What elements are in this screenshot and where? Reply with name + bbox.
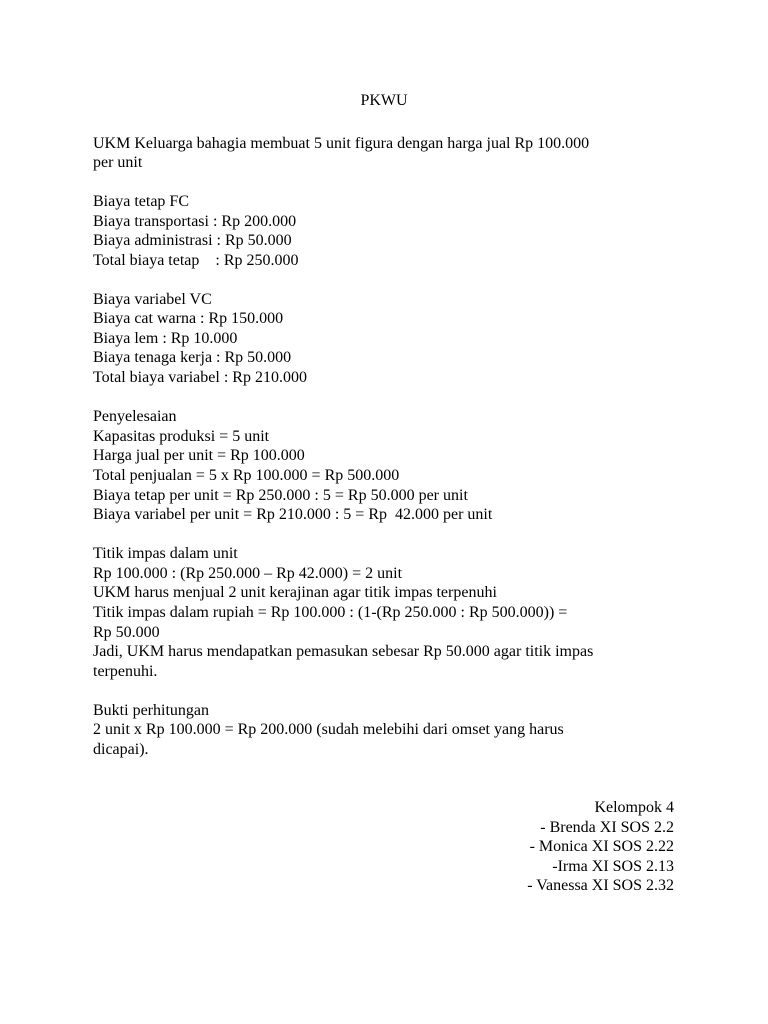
solution-item: Kapasitas produksi = 5 unit xyxy=(93,428,270,445)
variable-cost-item: Biaya lem : Rp 10.000 xyxy=(93,330,238,347)
break-even-item: Rp 50.000 xyxy=(93,624,160,641)
variable-cost-item: Biaya cat warna : Rp 150.000 xyxy=(93,310,284,327)
variable-cost-total: Total biaya variabel : Rp 210.000 xyxy=(93,369,307,386)
group-member: - Brenda XI SOS 2.2 xyxy=(540,819,674,836)
solution-item: Biaya tetap per unit = Rp 250.000 : 5 = Rp 50.000 per unit xyxy=(93,487,468,504)
fixed-cost-item: Biaya transportasi : Rp 200.000 xyxy=(93,213,297,230)
variable-costs-heading: Biaya variabel VC xyxy=(93,291,212,308)
fixed-cost-item: Biaya administrasi : Rp 50.000 xyxy=(93,232,292,249)
group-member: - Monica XI SOS 2.22 xyxy=(529,838,674,855)
group-member: -Irma XI SOS 2.13 xyxy=(552,858,674,875)
proof-heading: Bukti perhitungan xyxy=(93,702,209,719)
intro-line-1: UKM Keluarga bahagia membuat 5 unit figura dengan harga jual Rp 100.000 xyxy=(93,135,590,152)
break-even-item: Jadi, UKM harus mendapatkan pemasukan sebesar Rp 50.000 agar titik impas xyxy=(93,643,594,660)
solution-heading: Penyelesaian xyxy=(93,408,177,425)
solution-item: Total penjualan = 5 x Rp 100.000 = Rp 500.000 xyxy=(93,467,400,484)
proof-item: dicapai). xyxy=(93,741,149,758)
break-even-item: Rp 100.000 : (Rp 250.000 – Rp 42.000) = 2 unit xyxy=(93,565,403,582)
break-even-item: Titik impas dalam rupiah = Rp 100.000 : (1-(Rp 250.000 : Rp 500.000)) = xyxy=(93,604,568,621)
break-even-heading: Titik impas dalam unit xyxy=(93,545,238,562)
intro-line-2: per unit xyxy=(93,154,143,171)
group-member: - Vanessa XI SOS 2.32 xyxy=(527,877,674,894)
document-title: PKWU xyxy=(360,92,408,109)
fixed-cost-total: Total biaya tetap : Rp 250.000 xyxy=(93,252,299,269)
group-heading: Kelompok 4 xyxy=(594,799,674,816)
solution-item: Harga jual per unit = Rp 100.000 xyxy=(93,447,305,464)
break-even-item: UKM harus menjual 2 unit kerajinan agar titik impas terpenuhi xyxy=(93,584,497,601)
variable-cost-item: Biaya tenaga kerja : Rp 50.000 xyxy=(93,349,292,366)
solution-item: Biaya variabel per unit = Rp 210.000 : 5 = Rp 42.000 per unit xyxy=(93,506,493,523)
fixed-costs-heading: Biaya tetap FC xyxy=(93,193,189,210)
break-even-item: terpenuhi. xyxy=(93,663,158,680)
proof-item: 2 unit x Rp 100.000 = Rp 200.000 (sudah melebihi dari omset yang harus xyxy=(93,721,564,738)
